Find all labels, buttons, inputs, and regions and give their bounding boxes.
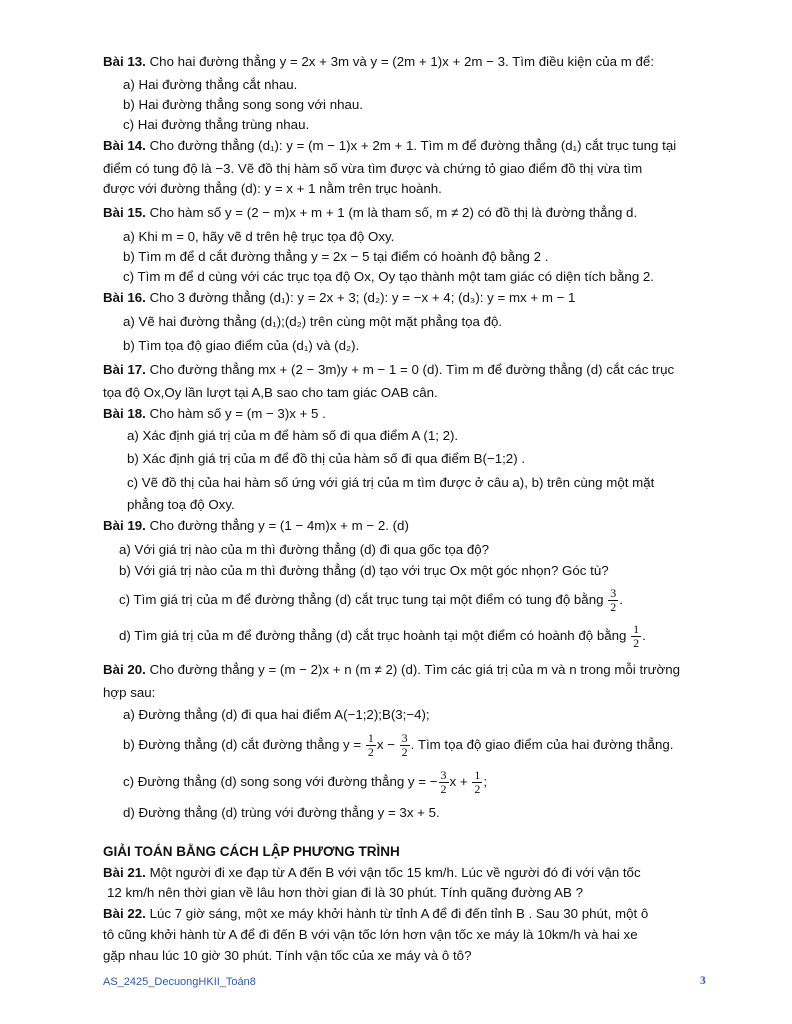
b18-label: Bài 18. bbox=[103, 406, 146, 421]
b13-item-a: a) Hai đường thẳng cắt nhau. bbox=[123, 77, 298, 92]
b18-text: Cho hàm số y = (m − 3)x + 5 . bbox=[149, 406, 326, 421]
b20-label: Bài 20. bbox=[103, 662, 146, 677]
b17-label: Bài 17. bbox=[103, 362, 146, 377]
b19-c-fraction bbox=[608, 587, 618, 614]
b14-line1 bbox=[103, 137, 676, 155]
b20-c-frac2 bbox=[472, 769, 482, 796]
b14-line3: được với đường thẳng (d): y = x + 1 nằm trên trục hoành. bbox=[103, 181, 442, 196]
b13-item-c: c) Hai đường thẳng trùng nhau. bbox=[123, 117, 310, 132]
b20-c-post: ; bbox=[483, 774, 488, 789]
b19-d-fraction bbox=[631, 623, 641, 650]
b14-text-1: Cho đường thẳng (d₁): y = (m − 1)x + 2m + 1. Tìm m để đường thẳng (d₁) cắt trục tung tại bbox=[149, 138, 677, 153]
b18-item-a: a) Xác định giá trị của m để hàm số đi qua điểm A (1; 2). bbox=[127, 428, 459, 443]
b13-line bbox=[103, 53, 654, 71]
b20-item-a: a) Đường thẳng (d) đi qua hai điểm A(−1;2);B(3;−4); bbox=[123, 707, 430, 722]
b16-label: Bài 16. bbox=[103, 290, 146, 305]
b14-label: Bài 14. bbox=[103, 138, 146, 153]
b17-line1 bbox=[103, 361, 674, 379]
b19-text: Cho đường thẳng y = (1 − 4m)x + m − 2. (d) bbox=[149, 518, 409, 533]
b20-line2: hợp sau: bbox=[103, 685, 156, 700]
b20-item-d: d) Đường thẳng (d) trùng với đường thẳng y = 3x + 5. bbox=[123, 805, 440, 820]
b20-c-d2: 2 bbox=[474, 781, 481, 796]
b19-d-text: d) Tìm giá trị của m để đường thẳng (d) cắt trục hoành tại một điểm có hoành độ bằng bbox=[119, 628, 627, 643]
b20-c-n1: 3 bbox=[440, 767, 447, 782]
b20-b-mid: x − bbox=[376, 737, 395, 752]
b20-b-pre: b) Đường thẳng (d) cắt đường thẳng y = bbox=[123, 737, 362, 752]
b16-text: Cho 3 đường thẳng (d₁): y = 2x + 3; (d₂): y = −x + 4; (d₃): y = mx + m − 1 bbox=[149, 290, 576, 305]
b15-item-a: a) Khi m = 0, hãy vẽ d trên hệ trục tọa độ Oxy. bbox=[123, 229, 395, 244]
b15-item-b: b) Tìm m để d cắt đường thẳng y = 2x − 5 tại điểm có hoành độ bằng 2 . bbox=[123, 249, 549, 264]
b19-c-num: 3 bbox=[610, 585, 617, 600]
b19-c-den: 2 bbox=[610, 599, 617, 614]
section-heading: GIẢI TOÁN BẰNG CÁCH LẬP PHƯƠNG TRÌNH bbox=[103, 844, 400, 859]
b20-c-mid: x + bbox=[449, 774, 468, 789]
b16-line bbox=[103, 289, 575, 307]
b19-item-c: c) Tìm giá trị của m để đường thẳng (d) cắt trục tung tại một điểm có tung độ bằng $\frac{3}{2}$ . bbox=[119, 585, 623, 614]
b20-b-post: . Tìm tọa độ giao điểm của hai đường thẳng. bbox=[410, 737, 674, 752]
b18-item-c2: phẳng toạ độ Oxy. bbox=[127, 497, 235, 512]
b16-item-b: b) Tìm tọa độ giao điểm của (d₁) và (d₂). bbox=[123, 338, 360, 353]
b20-c-pre: c) Đường thẳng (d) song song với đường thẳng y = − bbox=[123, 774, 438, 789]
footer-label: AS_2425_DecuongHKII_Toán8 bbox=[103, 976, 256, 988]
b19-line bbox=[103, 517, 409, 535]
b19-c-text: c) Tìm giá trị của m để đường thẳng (d) cắt trục tung tại một điểm có tung độ bằng bbox=[119, 592, 604, 607]
b19-label: Bài 19. bbox=[103, 518, 146, 533]
b20-item-b bbox=[123, 730, 673, 760]
b22-line2: tô cũng khởi hành từ A để đi đến B với vận tốc lớn hơn vận tốc xe máy là 10km/h và hai xe bbox=[103, 927, 638, 942]
b13-label: Bài 13. bbox=[103, 54, 146, 69]
b15-item-c: c) Tìm m để d cùng với các trục tọa độ Ox, Oy tạo thành một tam giác có diện tích bằng 2. bbox=[123, 269, 654, 284]
b13-item-b: b) Hai đường thẳng song song với nhau. bbox=[123, 97, 363, 112]
b20-b-frac2 bbox=[400, 732, 410, 759]
b20-c-n2: 1 bbox=[474, 767, 481, 782]
b22-line3: gặp nhau lúc 10 giờ 30 phút. Tính vận tốc của xe máy và ô tô? bbox=[103, 948, 472, 963]
b18-item-b: b) Xác định giá trị của m để đồ thị của hàm số đi qua điểm B(−1;2) . bbox=[127, 451, 526, 466]
b20-b-frac1 bbox=[366, 732, 376, 759]
b14-line2: điểm có tung độ là −3. Vẽ đồ thị hàm số vừa tìm được và chứng tỏ giao điểm đồ thị vừa tìm bbox=[103, 161, 643, 176]
b22-line1 bbox=[103, 905, 648, 923]
b21-text-1: Một người đi xe đạp từ A đến B với vận tốc 15 km/h. Lúc về người đó đi với vận tốc bbox=[149, 865, 641, 880]
b19-item-d: d) Tìm giá trị của m để đường thẳng (d) cắt trục hoành tại một điểm có hoành độ bằng $\frac{1}{2}$ . bbox=[119, 621, 646, 650]
b20-text-1: Cho đường thẳng y = (m − 2)x + n (m ≠ 2) (d). Tìm các giá trị của m và n trong mỗi trường bbox=[149, 662, 680, 677]
b19-d-num: 1 bbox=[633, 621, 640, 636]
b13-text: Cho hai đường thẳng y = 2x + 3m và y = (2m + 1)x + 2m − 3. Tìm điều kiện của m để: bbox=[149, 54, 655, 69]
b20-item-c bbox=[123, 767, 487, 797]
b17-line2: tọa độ Ox,Oy lần lượt tại A,B sao cho tam giác OAB cân. bbox=[103, 385, 438, 400]
b20-line1 bbox=[103, 661, 680, 679]
b15-text: Cho hàm số y = (2 − m)x + m + 1 (m là tham số, m ≠ 2) có đồ thị là đường thẳng d. bbox=[149, 205, 638, 220]
b20-b-n1: 1 bbox=[367, 730, 374, 745]
b19-d-den: 2 bbox=[633, 635, 640, 650]
b20-b-d2: 2 bbox=[401, 744, 408, 759]
b15-line bbox=[103, 204, 637, 222]
b20-b-n2: 3 bbox=[401, 730, 408, 745]
b20-b-d1: 2 bbox=[367, 744, 374, 759]
b21-label: Bài 21. bbox=[103, 865, 146, 880]
b18-item-c1: c) Vẽ đồ thị của hai hàm số ứng với giá trị của m tìm được ở câu a), b) trên cùng một mặt bbox=[127, 475, 655, 490]
b22-text-1: Lúc 7 giờ sáng, một xe máy khởi hành từ tỉnh A để đi đến tỉnh B . Sau 30 phút, một ô bbox=[149, 906, 649, 921]
page-number: 3 bbox=[700, 975, 706, 987]
b18-line bbox=[103, 405, 326, 423]
b19-item-b: b) Với giá trị nào của m thì đường thẳng (d) tạo với trục Ox một góc nhọn? Góc tù? bbox=[119, 563, 609, 578]
b16-item-a: a) Vẽ hai đường thẳng (d₁);(d₂) trên cùng một mặt phẳng tọa độ. bbox=[123, 314, 503, 329]
b21-line2: 12 km/h nên thời gian về lâu hơn thời gian đi là 30 phút. Tính quãng đường AB ? bbox=[107, 885, 583, 900]
b20-c-d1: 2 bbox=[440, 781, 447, 796]
b19-item-a: a) Với giá trị nào của m thì đường thẳng (d) đi qua gốc tọa độ? bbox=[119, 542, 490, 557]
b20-c-frac1 bbox=[439, 769, 449, 796]
b21-line1 bbox=[103, 864, 641, 882]
b17-text-1: Cho đường thẳng mx + (2 − 3m)y + m − 1 = 0 (d). Tìm m để đường thẳng (d) cắt các trục bbox=[149, 362, 675, 377]
b22-label: Bài 22. bbox=[103, 906, 146, 921]
b15-label: Bài 15. bbox=[103, 205, 146, 220]
